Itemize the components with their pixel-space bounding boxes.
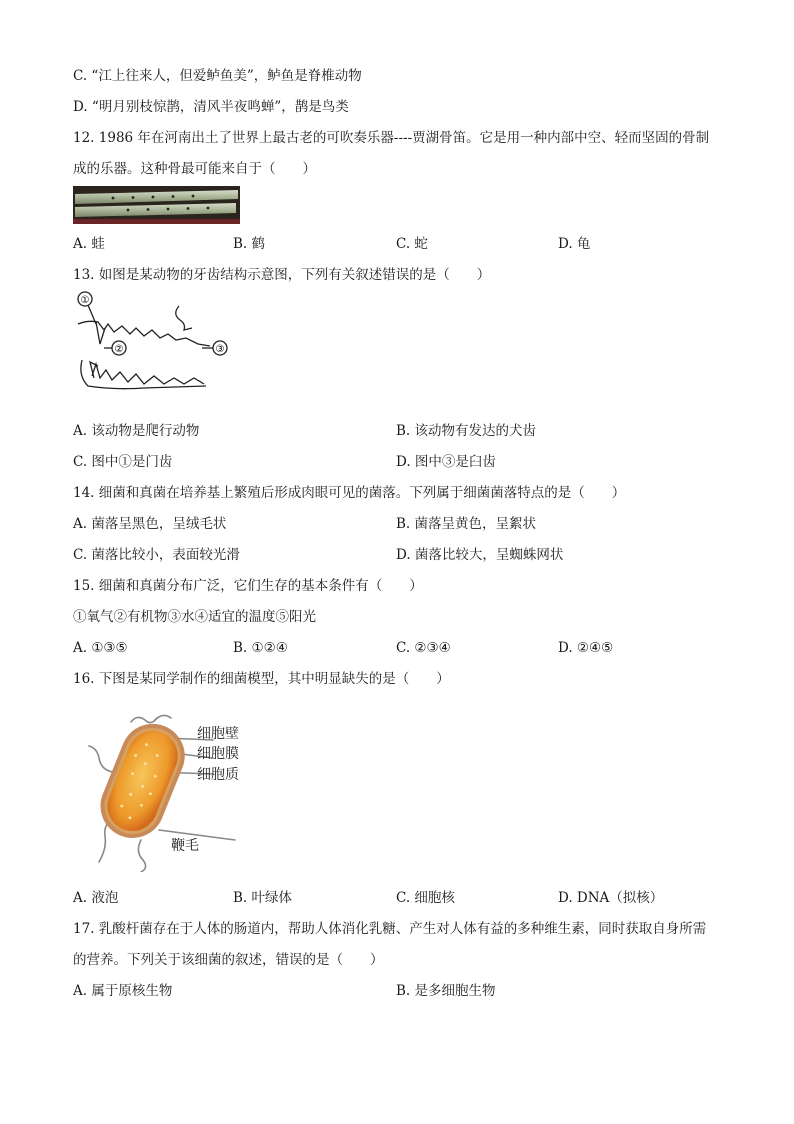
- q11-option-c: C. “江上往来人，但爱鲈鱼美”，鲈鱼是脊椎动物: [73, 68, 362, 84]
- q17-option-b: B. 是多细胞生物: [396, 983, 496, 999]
- tooth-label-3: ③: [215, 344, 225, 355]
- q12-option-a: A. 蛙: [73, 236, 105, 252]
- q14-option-b: B. 菌落呈黄色，呈絮状: [396, 516, 537, 532]
- q17-stem-line2: 的营养。下列关于该细菌的叙述，错误的是（ ）: [73, 952, 384, 968]
- cytoplasm-label: 细胞质: [197, 766, 239, 782]
- q15-option-c: C. ②③④: [396, 640, 451, 656]
- cell-wall-label: 细胞壁: [197, 725, 239, 741]
- q17-stem-line1: 17. 乳酸杆菌存在于人体的肠道内，帮助人体消化乳糖、产生对人体有益的多种维生素，同时获取自身所需: [73, 921, 707, 937]
- q12-stem-line1: 12. 1986 年在河南出土了世界上最古老的可吹奏乐器----贾湖骨笛。它是用一种内部中空、轻而坚固的骨制: [73, 130, 710, 146]
- q14-option-a: A. 菌落呈黑色，呈绒毛状: [73, 516, 227, 532]
- bone-flute-image: [73, 186, 240, 224]
- tooth-label-2: ②: [114, 344, 124, 355]
- q15-option-d: D. ②④⑤: [558, 640, 614, 656]
- tooth-label-1: ①: [80, 295, 90, 306]
- q14-option-d: D. 菌落比较大，呈蜘蛛网状: [396, 547, 564, 563]
- flagellum-label: 鞭毛: [171, 837, 199, 853]
- q13-option-b: B. 该动物有发达的犬齿: [396, 423, 537, 439]
- cell-membrane-label: 细胞膜: [197, 745, 239, 761]
- q13-option-d: D. 图中③是臼齿: [396, 454, 496, 470]
- q13-stem: 13. 如图是某动物的牙齿结构示意图，下列有关叙述错误的是（ ）: [73, 267, 491, 283]
- q15-option-b: B. ①②④: [233, 640, 288, 656]
- q15-stem: 15. 细菌和真菌分布广泛，它们生存的基本条件有（ ）: [73, 578, 423, 594]
- q11-option-d: D. “明月别枝惊鹊，清风半夜鸣蝉”，鹊是鸟类: [73, 99, 349, 115]
- q12-option-d: D. 龟: [558, 236, 591, 252]
- q16-stem: 16. 下图是某同学制作的细菌模型，其中明显缺失的是（ ）: [73, 671, 450, 687]
- q14-stem: 14. 细菌和真菌在培养基上繁殖后形成肉眼可见的菌落。下列属于细菌菌落特点的是（ ）: [73, 485, 626, 501]
- bacteria-model-diagram: [85, 712, 315, 872]
- q12-option-b: B. 鹤: [233, 236, 266, 252]
- q13-option-c: C. 图中①是门齿: [73, 454, 173, 470]
- q16-option-d: D. DNA（拟核）: [558, 890, 664, 906]
- q16-option-b: B. 叶绿体: [233, 890, 293, 906]
- q15-option-a: A. ①③⑤: [73, 640, 128, 656]
- q15-conditions: ①氧气②有机物③水④适宜的温度⑤阳光: [73, 609, 316, 625]
- q12-stem-line2: 成的乐器。这种骨最可能来自于（ ）: [73, 161, 316, 177]
- q12-option-c: C. 蛇: [396, 236, 428, 252]
- q14-option-c: C. 菌落比较小，表面较光滑: [73, 547, 240, 563]
- q16-option-a: A. 液泡: [73, 890, 119, 906]
- q16-option-c: C. 细胞核: [396, 890, 455, 906]
- tooth-structure-diagram: [74, 290, 234, 398]
- q13-option-a: A. 该动物是爬行动物: [73, 423, 200, 439]
- q17-option-a: A. 属于原核生物: [73, 983, 173, 999]
